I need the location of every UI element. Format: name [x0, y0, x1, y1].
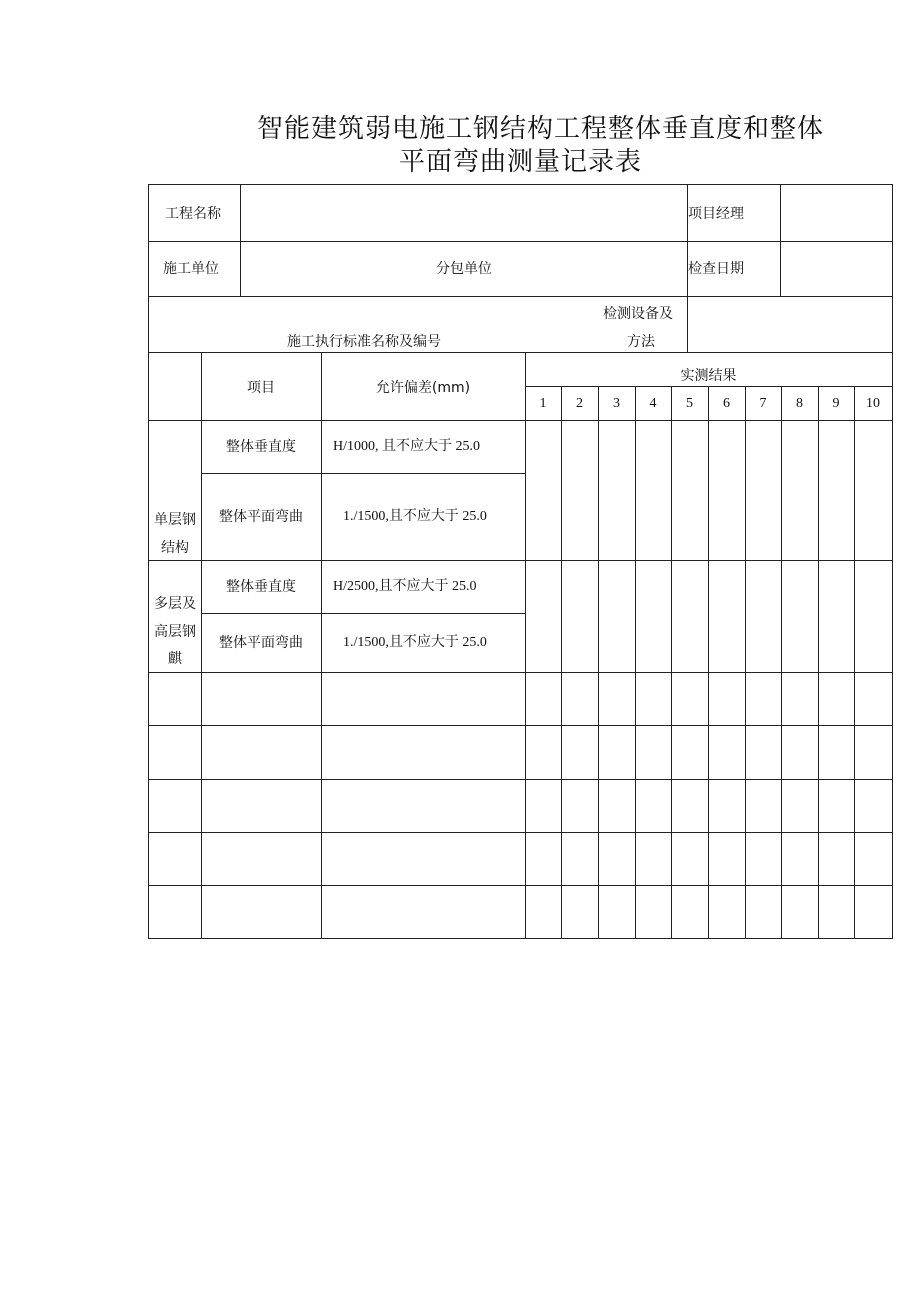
standard-label: 施工执行标准名称及编号	[287, 334, 441, 350]
group-label-multi-story-line3: 麒	[168, 651, 182, 667]
result-col-number: 6	[723, 396, 730, 411]
row-tolerance: H/1000, 且不应大于 25.0	[333, 439, 480, 454]
tolerance-column-header: 允许偏差(mm)	[375, 380, 471, 396]
project-name-label: 工程名称	[165, 206, 221, 222]
row-item: 整体垂直度	[226, 579, 296, 595]
result-col-number: 5	[686, 396, 693, 411]
result-col-number: 2	[576, 396, 583, 411]
col-line-item	[321, 352, 322, 939]
col-line-tolerance	[525, 352, 526, 939]
subcontract-unit-label: 分包单位	[436, 261, 492, 277]
measurement-record-table	[148, 184, 893, 939]
result-col-number: 10	[866, 396, 880, 411]
col-line-r8	[818, 386, 819, 939]
col-line-r6	[745, 386, 746, 939]
results-column-header: 实测结果	[680, 368, 737, 384]
col-line-r2	[598, 386, 599, 939]
sub-row-line-1	[201, 473, 525, 474]
col-line-r5	[708, 386, 709, 939]
col-line-r1	[561, 386, 562, 939]
equipment-label-line2: 方法	[627, 334, 655, 350]
group-label-single-story-line2: 结构	[161, 540, 189, 556]
item-column-header: 项目	[247, 380, 275, 396]
group-label-single-story-line1: 单层钢	[154, 512, 196, 528]
project-manager-label: 项目经理	[688, 206, 744, 222]
result-col-number: 7	[759, 396, 767, 411]
result-col-number: 1	[539, 396, 547, 411]
row-line-3	[149, 352, 892, 353]
row-tolerance: 1./1500,且不应大于 25.0	[343, 509, 487, 524]
construction-unit-label: 施工单位	[163, 261, 219, 277]
form-title-line2: 平面弯曲测量记录表	[398, 147, 642, 177]
inspection-date-label: 检查日期	[688, 261, 744, 277]
row-tolerance: 1./1500,且不应大于 25.0	[343, 635, 487, 650]
row-item: 整体平面弯曲	[219, 635, 303, 651]
result-col-number: 9	[832, 396, 840, 411]
group-label-multi-story-line2: 高层钢	[154, 624, 196, 640]
row-tolerance: H/2500,且不应大于 25.0	[333, 579, 477, 594]
col-line-r9	[854, 386, 855, 939]
row-item: 整体平面弯曲	[219, 509, 303, 525]
group-label-multi-story-line1: 多层及	[154, 596, 196, 612]
result-col-number: 8	[796, 396, 803, 411]
col-line-h1	[240, 185, 241, 296]
row-item: 整体垂直度	[226, 439, 296, 455]
result-col-number: 4	[649, 396, 657, 411]
col-line-r3	[635, 386, 636, 939]
result-col-number: 3	[613, 396, 620, 411]
row-line-2	[149, 296, 892, 297]
col-line-r4	[671, 386, 672, 939]
form-title-line1: 智能建筑弱电施工钢结构工程整体垂直度和整体	[256, 114, 824, 144]
col-line-h3	[780, 185, 781, 296]
col-line-r7	[781, 386, 782, 939]
equipment-label-line1: 检测设备及	[603, 306, 673, 322]
sub-row-line-2	[201, 613, 525, 614]
